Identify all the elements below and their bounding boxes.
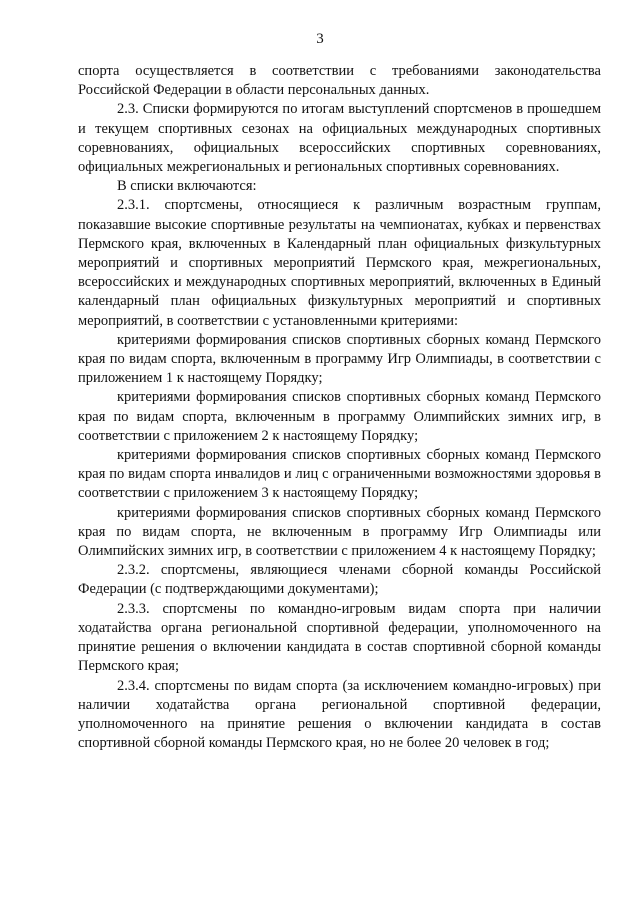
document-body <box>78 62 601 753</box>
paragraph: критериями формирования списков спортивных сборных команд Пермского края по видам спорта, включенным в программу Игр Олимпиады, в соответствии с приложением 1 к настоящему Порядку; <box>78 331 601 387</box>
paragraph: 2.3. Списки формируются по итогам выступлений спортсменов в прошедшем и текущем спортивных сезонах на официальных международных спортивных соревнованиях, официальных всероссийских спортивных соревнованиях, официальных межрегиональных и региональных спортивных соревнованиях. <box>78 101 601 176</box>
paragraph: спорта осуществляется в соответствии с требованиями законодательства Российской Федерации в области персональных данных. <box>78 63 601 99</box>
paragraph: 2.3.3. спортсмены по командно-игровым видам спорта при наличии ходатайства органа региональной спортивной федерации, уполномоченного на принятие решения о включении кандидата в состав спортивной сборной команды Пермского края; <box>78 600 601 675</box>
paragraph: 2.3.1. спортсмены, относящиеся к различным возрастным группам, показавшие высокие спортивные результаты на чемпионатах, кубках и первенствах Пермского края, включенных в Календарный план официальных физкультурных мероприятий и спортивных мероприятий Пермского края, межрегиональных, всероссийских и международных спортивных мероприятий, включенных в Единый календарный план официальных физкультурных мероприятий и спортивных мероприятий, в соответствии с установленными критериями: <box>78 197 601 329</box>
paragraph: критериями формирования списков спортивных сборных команд Пермского края по видам спорта, включенным в программу Олимпийских зимних игр, в соответствии с приложением 2 к настоящему Порядку; <box>78 389 601 444</box>
paragraph: 2.3.4. спортсмены по видам спорта (за исключением командно-игровых) при наличии ходатайства органа региональной спортивной федерации, уполномоченного на принятие решения о включении кандидата в состав спортивной сборной команды Пермского края, но не более 20 человек в год; <box>78 677 601 752</box>
paragraph: В списки включаются: <box>117 178 257 195</box>
paragraph: критериями формирования списков спортивных сборных команд Пермского края по видам спорта инвалидов и лиц с ограниченными возможностями здоровья в соответствии с приложением 3 к настоящему Порядку; <box>78 447 601 502</box>
paragraph: 2.3.2. спортсмены, являющиеся членами сборной команды Российской Федерации (с подтверждающими документами); <box>78 562 601 598</box>
page-number: 3 <box>316 31 324 47</box>
paragraph: критериями формирования списков спортивных сборных команд Пермского края по видам спорта, не включенным в программу Игр Олимпиады или Олимпийских зимних игр, в соответствии с приложением 4 к настоящему Порядку; <box>78 504 601 560</box>
